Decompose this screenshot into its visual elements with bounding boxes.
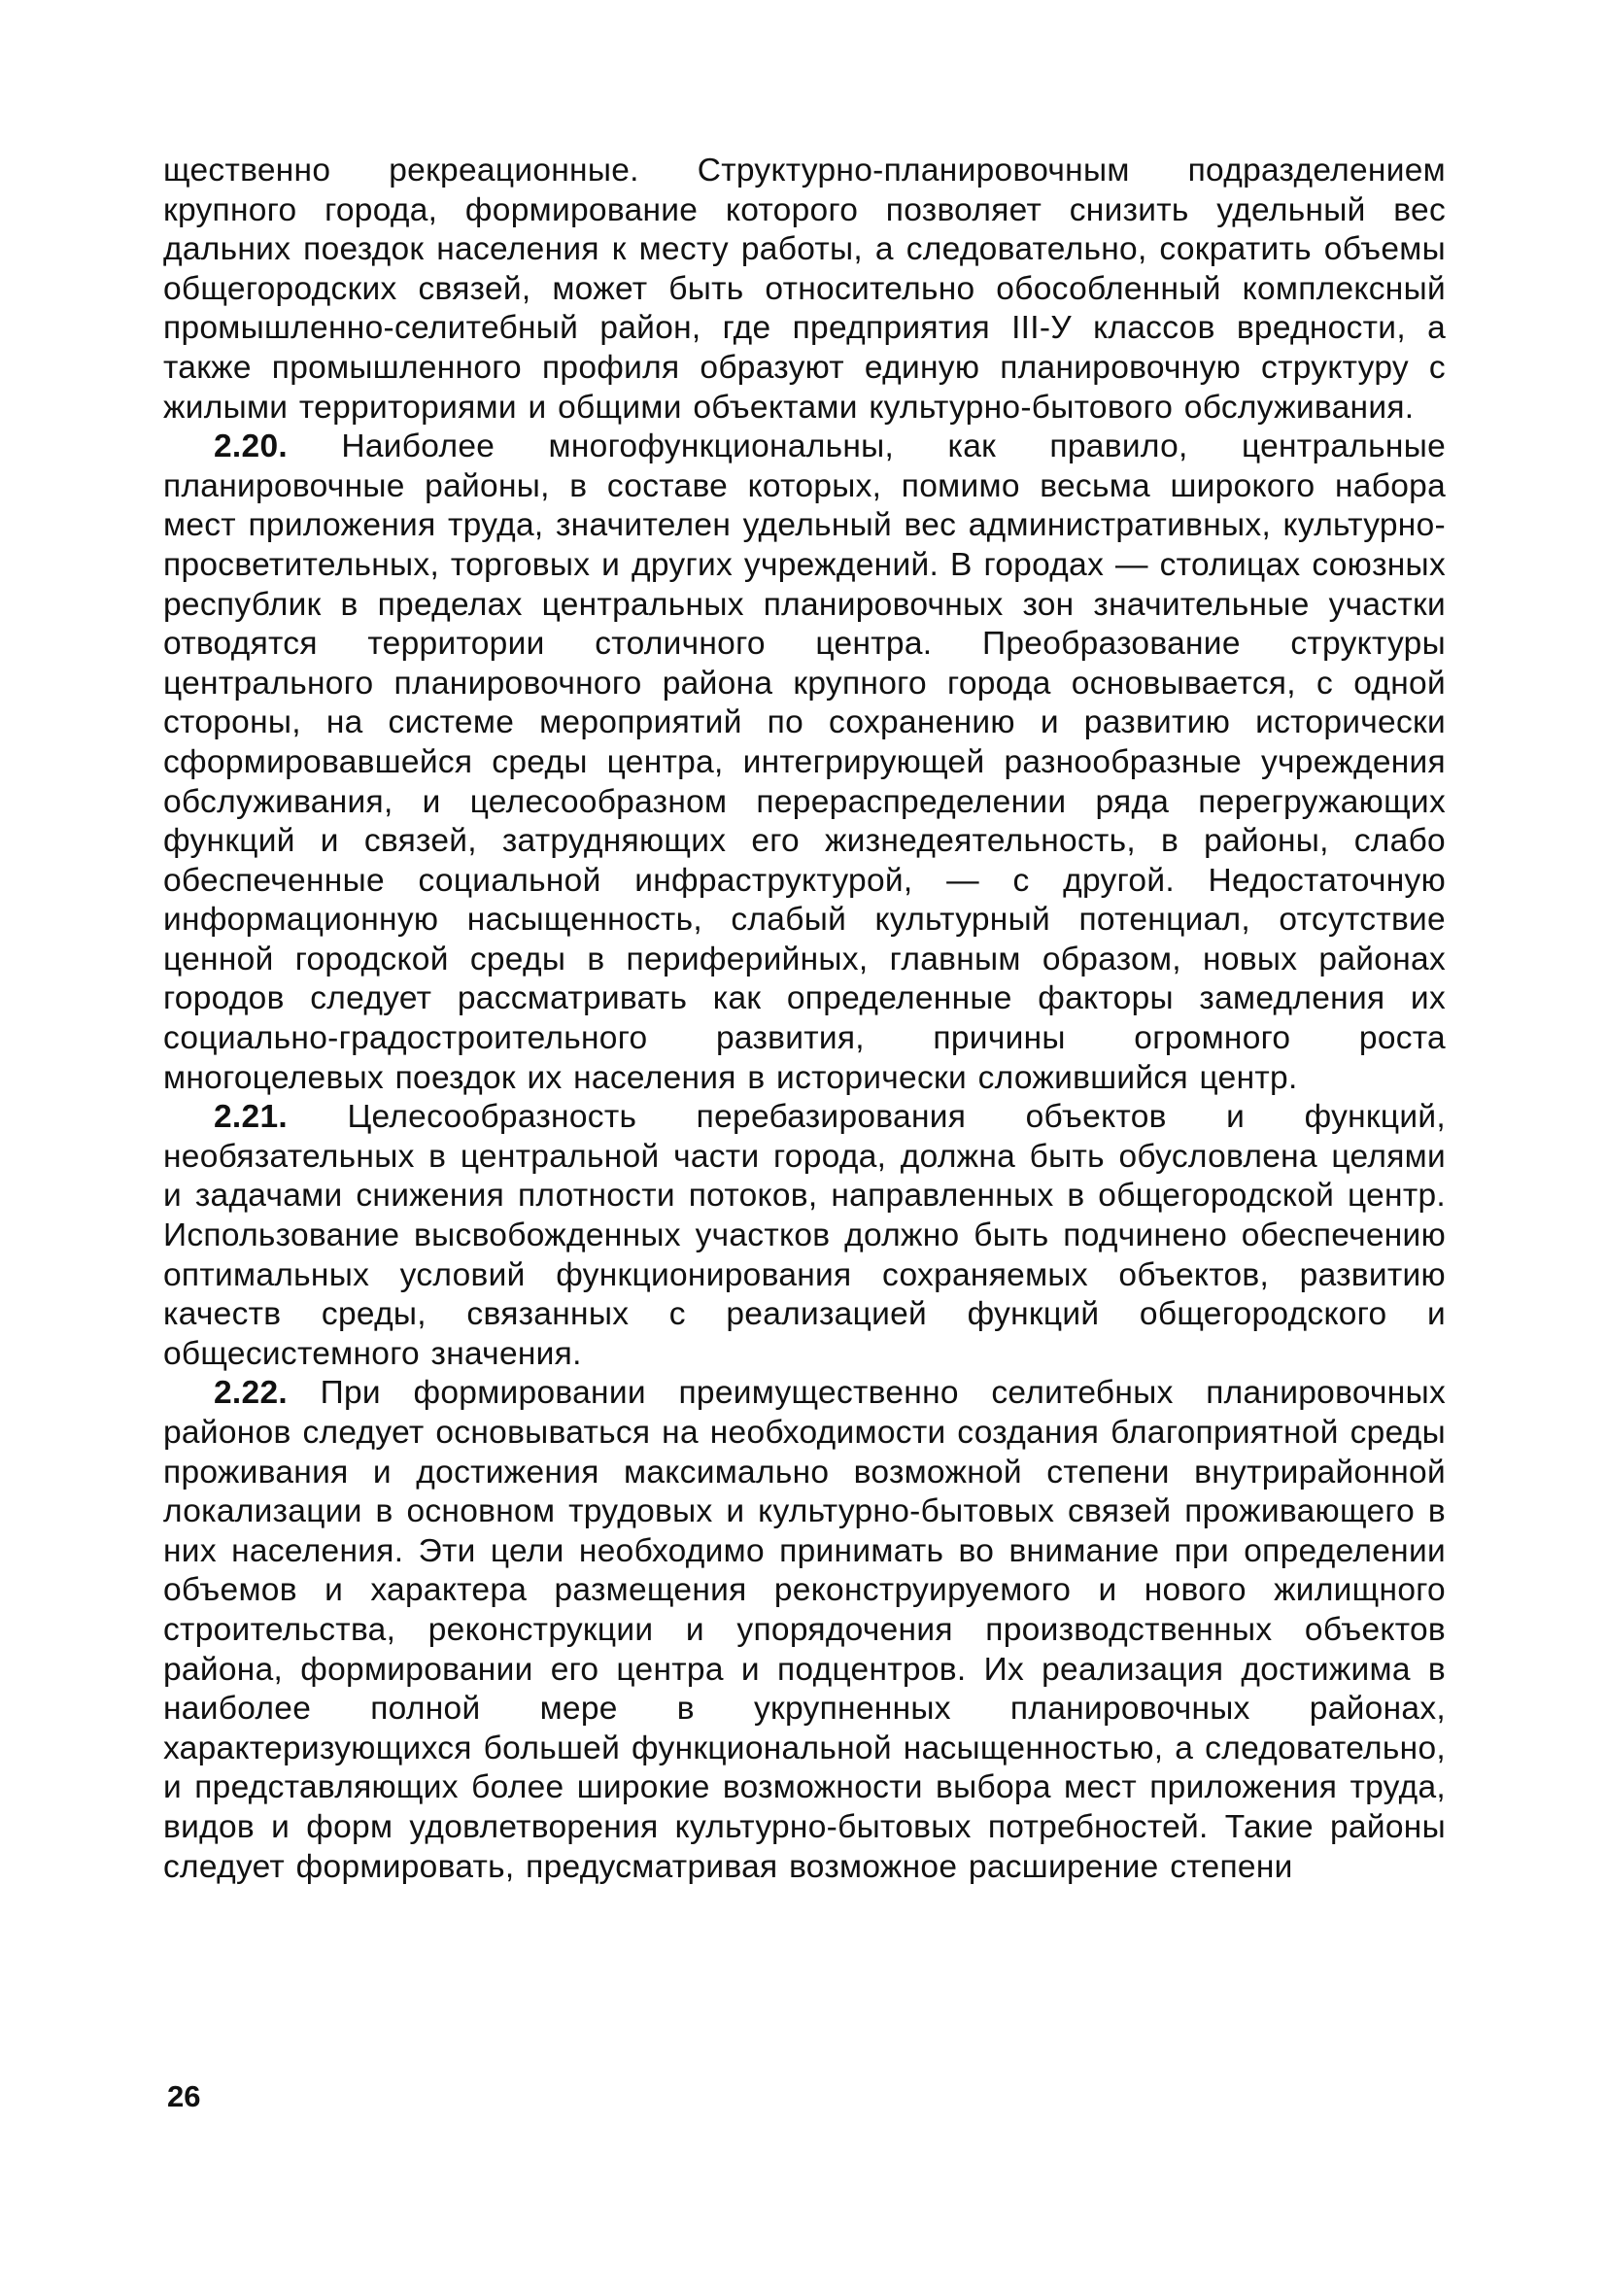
paragraph-text: При формировании преимущественно селитебных планировочных районов следует основываться на необходимости создания благоприятной среды проживания и достижения максимально возможной степени внутрирайонной локализации в основном трудовых и культурно-бытовых связей проживающего в них населения. Эти цели необходимо принимать во внимание при определении объемов и характера размещения реконструируемого и нового жилищного строительства, реконструкции и упорядочения производственных объектов района, формировании его центра и подцентров. Их реализация достижима в наиболее полной мере в укрупненных планировочных районах, характеризующихся большей функциональной насыщенностью, а следовательно, и представляющих более широкие возможности выбора мест приложения труда, видов и форм удовлетворения культурно-бытовых потребностей. Такие районы следует формировать, предусматривая возможное расширение степени [163,1375,1447,1885]
paragraph-text: щественно рекреационные. Структурно-планировочным подразделением крупного города, формирование которого позволяет снизить удельный вес дальних поездок населения к месту работы, а следовательно, сократить объемы общегородских связей, может быть относительно обособленный комплексный промышленно-селитебный район, где предприятия III-У классов вредности, а также промышленного профиля образуют единую планировочную структуру с жилыми территориями и общими объектами культурно-бытового обслуживания. [163,153,1446,426]
paragraph-continued [163,152,1446,428]
section-number: 2.21. [214,1099,289,1136]
section-number: 2.20. [214,428,289,465]
paragraph-2-20 [163,428,1446,1098]
section-number: 2.22. [214,1375,289,1412]
page-number: 26 [167,2079,201,2113]
paragraph-text: Наиболее многофункциональны, как правило, центральные планировочные районы, в составе которых, помимо весьма широкого набора мест приложения труда, значителен удельный вес административных, культурно-просветительных, торговых и других учреждений. В городах — столицах союзных республик в пределах центральных планировочных зон значительные участки отводятся территории столичного центра. Преобразование структуры центрального планировочного района крупного города основывается, с одной стороны, на системе мероприятий по сохранению и развитию исторически сформировавшейся среды центра, интегрирующей разнообразные учреждения обслуживания, и целесообразном перераспределении ряда перегружающих функций и связей, затрудняющих его жизнедеятельность, в районы, слабо обеспеченные социальной инфраструктурой, — с другой. Недостаточную информационную насыщенность, слабый культурный потенциал, отсутствие ценной городской среды в периферийных, главным образом, новых районах городов следует рассматривать как определенные факторы замедления их социально-градостроительного развития, причины огромного роста многоцелевых поездок их населения в исторически сложившийся центр. [163,428,1447,1096]
paragraph-2-21 [163,1098,1446,1374]
paragraph-2-22 [163,1374,1446,1887]
paragraph-text: Целесообразность перебазирования объектов и функций, необязательных в центральной части города, должна быть обусловлена целями и задачами снижения плотности потоков, направленных в общегородской центр. Использование высвобожденных участков должно быть подчинено обеспечению оптимальных условий функционирования сохраняемых объектов, развитию качеств среды, связанных с реализацией функций общегородского и общесистемного значения. [163,1099,1446,1372]
page-body [163,152,1446,2231]
